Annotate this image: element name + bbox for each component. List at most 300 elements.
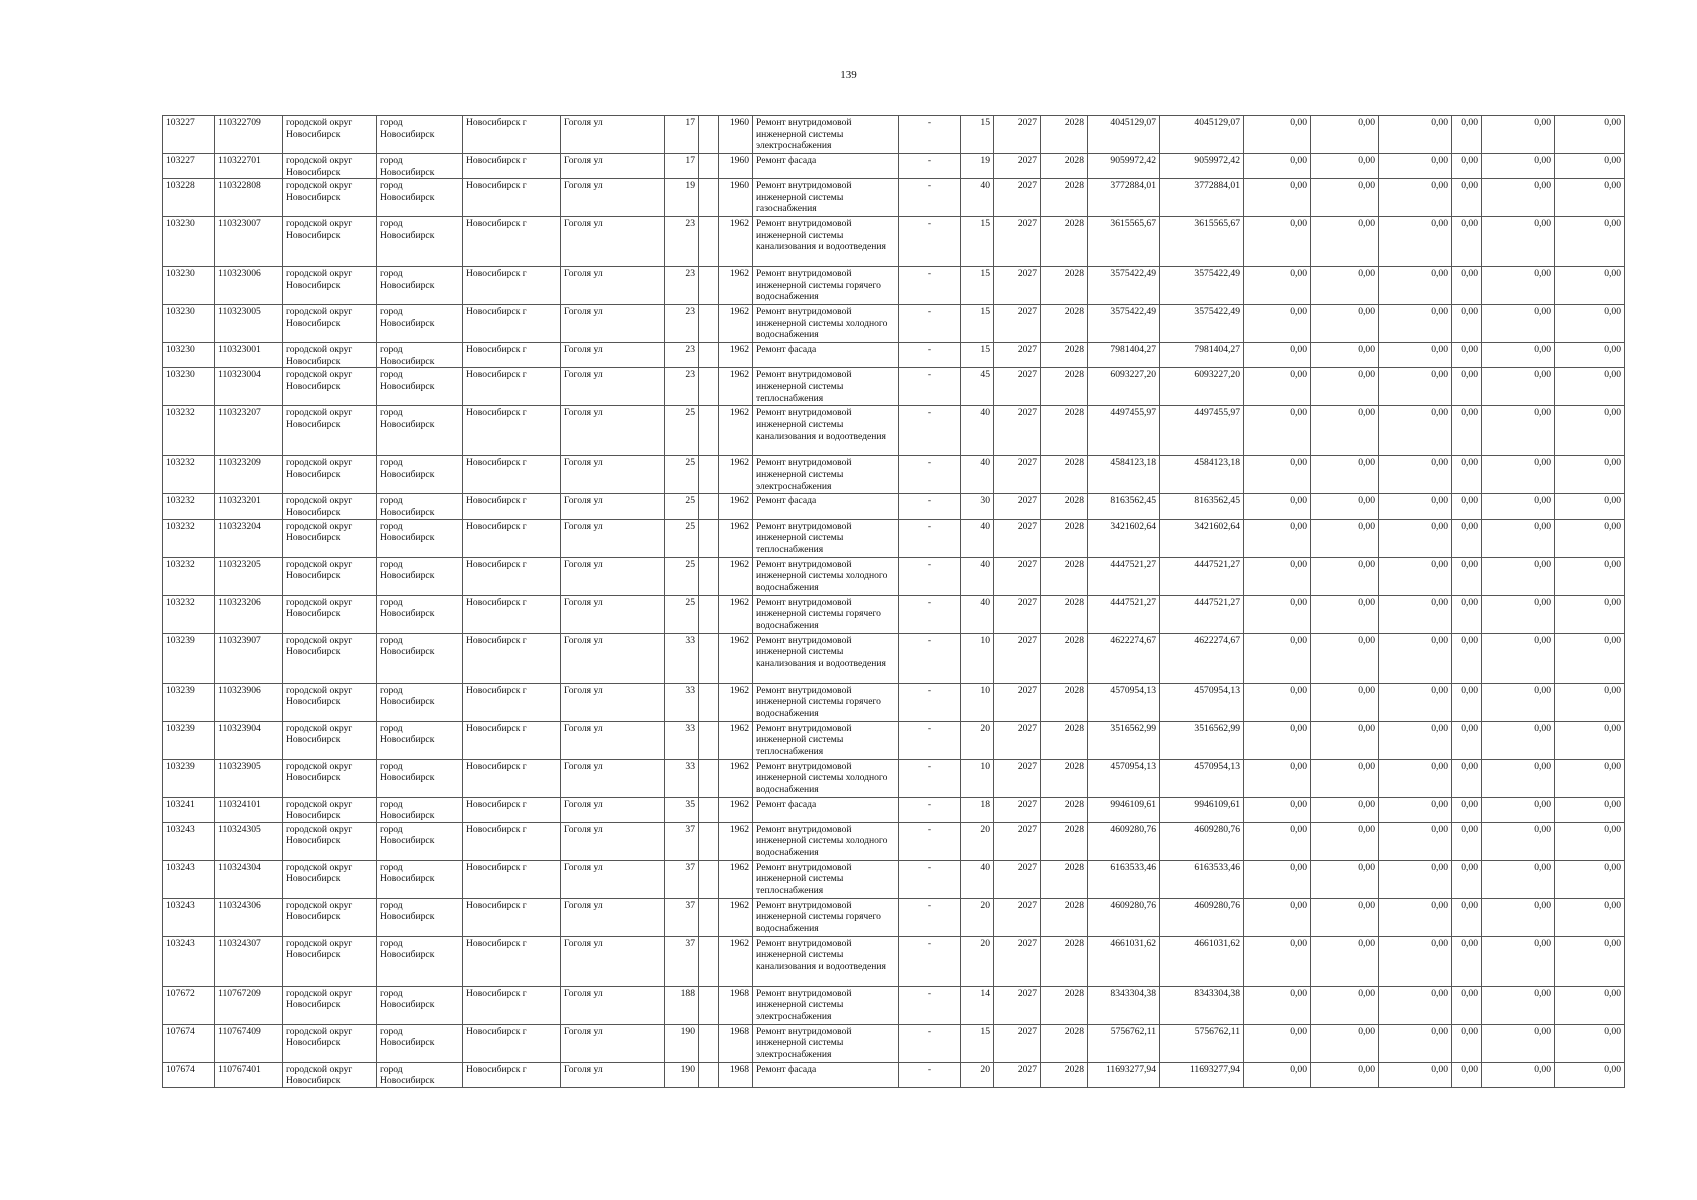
cell-cost-reserve: 0,00 [1555, 721, 1625, 759]
cell-locality: Новосибирск г [463, 368, 561, 406]
cell-total-cost: 3575422,49 [1088, 267, 1160, 305]
cell-municipality: городской округ Новосибирск [283, 797, 377, 822]
cell-cost-owners: 0,00 [1482, 305, 1555, 343]
cell-work-id: 110323905 [215, 759, 283, 797]
cell-work-type: Ремонт внутридомовой инженерной системы холодного водоснабжения [753, 822, 899, 860]
cell-cost-federal: 0,00 [1244, 683, 1311, 721]
cell-cost-other: 0,00 [1452, 267, 1482, 305]
cell-house-number: 23 [665, 343, 699, 368]
cell-work-id: 110323201 [215, 494, 283, 519]
cell-wear-percent: 20 [961, 936, 994, 986]
cell-house-id: 103243 [163, 898, 215, 936]
cell-street: Гоголя ул [561, 633, 665, 683]
cell-street: Гоголя ул [561, 368, 665, 406]
cell-work-type: Ремонт внутридомовой инженерной системы теплоснабжения [753, 368, 899, 406]
cell-house-id: 103230 [163, 368, 215, 406]
cell-plan-end-year: 2028 [1041, 305, 1088, 343]
cell-cost-reserve: 0,00 [1555, 797, 1625, 822]
cell-build-year: 1962 [719, 267, 753, 305]
cell-work-id: 110323907 [215, 633, 283, 683]
cell-street: Гоголя ул [561, 1024, 665, 1062]
cell-cost-other: 0,00 [1452, 1062, 1482, 1087]
cell-cost-reserve: 0,00 [1555, 860, 1625, 898]
cell-cost-owners: 0,00 [1482, 557, 1555, 595]
cell-building [699, 456, 719, 494]
cell-build-year: 1962 [719, 406, 753, 456]
cell-plan-end-year: 2028 [1041, 154, 1088, 179]
table-body [163, 116, 1625, 1088]
cell-cost-reserve: 0,00 [1555, 217, 1625, 267]
cell-locality: Новосибирск г [463, 116, 561, 154]
table-row [163, 343, 1625, 368]
cell-municipality: городской округ Новосибирск [283, 721, 377, 759]
cell-municipality: городской округ Новосибирск [283, 683, 377, 721]
cell-build-year: 1962 [719, 217, 753, 267]
cell-building [699, 1062, 719, 1087]
cell-build-year: 1960 [719, 116, 753, 154]
cell-cost-local: 0,00 [1379, 1024, 1452, 1062]
cell-settlement: город Новосибирск [377, 343, 463, 368]
cell-indicator: - [899, 557, 961, 595]
table-row [163, 986, 1625, 1024]
cell-indicator: - [899, 986, 961, 1024]
table-row [163, 456, 1625, 494]
cell-total-cost: 8163562,45 [1088, 494, 1160, 519]
cell-build-year: 1962 [719, 494, 753, 519]
cell-cost-regional: 0,00 [1311, 721, 1379, 759]
cell-cost-total-2: 4570954,13 [1160, 759, 1244, 797]
cell-cost-reserve: 0,00 [1555, 822, 1625, 860]
cell-cost-regional: 0,00 [1311, 898, 1379, 936]
cell-cost-total-2: 3575422,49 [1160, 267, 1244, 305]
cell-indicator: - [899, 116, 961, 154]
cell-work-id: 110767409 [215, 1024, 283, 1062]
cell-indicator: - [899, 519, 961, 557]
cell-cost-federal: 0,00 [1244, 179, 1311, 217]
cell-plan-end-year: 2028 [1041, 494, 1088, 519]
cell-work-type: Ремонт фасада [753, 797, 899, 822]
cell-work-type: Ремонт внутридомовой инженерной системы канализования и водоотведения [753, 936, 899, 986]
cell-cost-federal: 0,00 [1244, 494, 1311, 519]
cell-wear-percent: 20 [961, 721, 994, 759]
cell-building [699, 898, 719, 936]
cell-municipality: городской округ Новосибирск [283, 343, 377, 368]
cell-work-id: 110323204 [215, 519, 283, 557]
cell-cost-reserve: 0,00 [1555, 1024, 1625, 1062]
cell-settlement: город Новосибирск [377, 1062, 463, 1087]
cell-locality: Новосибирск г [463, 721, 561, 759]
cell-plan-end-year: 2028 [1041, 179, 1088, 217]
cell-cost-reserve: 0,00 [1555, 519, 1625, 557]
cell-cost-owners: 0,00 [1482, 217, 1555, 267]
cell-plan-end-year: 2028 [1041, 986, 1088, 1024]
cell-work-id: 110767401 [215, 1062, 283, 1087]
cell-total-cost: 8343304,38 [1088, 986, 1160, 1024]
cell-cost-total-2: 4045129,07 [1160, 116, 1244, 154]
cell-total-cost: 4609280,76 [1088, 822, 1160, 860]
cell-work-type: Ремонт внутридомовой инженерной системы электроснабжения [753, 1024, 899, 1062]
cell-house-id: 103239 [163, 759, 215, 797]
cell-building [699, 822, 719, 860]
cell-work-id: 110323007 [215, 217, 283, 267]
cell-municipality: городской округ Новосибирск [283, 1024, 377, 1062]
cell-house-id: 103239 [163, 683, 215, 721]
cell-house-number: 19 [665, 179, 699, 217]
cell-settlement: город Новосибирск [377, 936, 463, 986]
cell-locality: Новосибирск г [463, 406, 561, 456]
cell-house-number: 190 [665, 1062, 699, 1087]
cell-house-number: 25 [665, 519, 699, 557]
cell-plan-start-year: 2027 [994, 305, 1041, 343]
cell-cost-federal: 0,00 [1244, 898, 1311, 936]
cell-build-year: 1962 [719, 822, 753, 860]
cell-building [699, 721, 719, 759]
cell-cost-owners: 0,00 [1482, 179, 1555, 217]
cell-locality: Новосибирск г [463, 759, 561, 797]
cell-house-number: 25 [665, 456, 699, 494]
cell-work-type: Ремонт внутридомовой инженерной системы теплоснабжения [753, 721, 899, 759]
cell-cost-reserve: 0,00 [1555, 633, 1625, 683]
cell-cost-other: 0,00 [1452, 633, 1482, 683]
cell-cost-other: 0,00 [1452, 595, 1482, 633]
cell-house-number: 33 [665, 759, 699, 797]
cell-indicator: - [899, 822, 961, 860]
cell-cost-other: 0,00 [1452, 860, 1482, 898]
cell-municipality: городской округ Новосибирск [283, 936, 377, 986]
cell-cost-regional: 0,00 [1311, 557, 1379, 595]
cell-plan-end-year: 2028 [1041, 595, 1088, 633]
cell-cost-reserve: 0,00 [1555, 368, 1625, 406]
cell-plan-end-year: 2028 [1041, 1024, 1088, 1062]
cell-plan-start-year: 2027 [994, 1024, 1041, 1062]
cell-indicator: - [899, 368, 961, 406]
cell-locality: Новосибирск г [463, 986, 561, 1024]
cell-municipality: городской округ Новосибирск [283, 179, 377, 217]
cell-total-cost: 4570954,13 [1088, 683, 1160, 721]
cell-work-id: 110324306 [215, 898, 283, 936]
cell-cost-owners: 0,00 [1482, 343, 1555, 368]
cell-street: Гоголя ул [561, 519, 665, 557]
cell-building [699, 267, 719, 305]
cell-building [699, 519, 719, 557]
cell-indicator: - [899, 406, 961, 456]
cell-cost-local: 0,00 [1379, 759, 1452, 797]
cell-wear-percent: 15 [961, 305, 994, 343]
cell-wear-percent: 15 [961, 116, 994, 154]
cell-work-id: 110323206 [215, 595, 283, 633]
cell-work-type: Ремонт внутридомовой инженерной системы электроснабжения [753, 116, 899, 154]
cell-cost-owners: 0,00 [1482, 721, 1555, 759]
cell-cost-owners: 0,00 [1482, 860, 1555, 898]
cell-house-id: 103239 [163, 721, 215, 759]
cell-cost-federal: 0,00 [1244, 305, 1311, 343]
cell-cost-owners: 0,00 [1482, 494, 1555, 519]
cell-cost-owners: 0,00 [1482, 595, 1555, 633]
cell-cost-regional: 0,00 [1311, 759, 1379, 797]
cell-total-cost: 3772884,01 [1088, 179, 1160, 217]
cell-cost-owners: 0,00 [1482, 797, 1555, 822]
cell-house-number: 17 [665, 116, 699, 154]
cell-cost-federal: 0,00 [1244, 721, 1311, 759]
cell-cost-federal: 0,00 [1244, 797, 1311, 822]
cell-plan-end-year: 2028 [1041, 406, 1088, 456]
cell-plan-start-year: 2027 [994, 406, 1041, 456]
cell-cost-owners: 0,00 [1482, 116, 1555, 154]
cell-work-id: 110322808 [215, 179, 283, 217]
cell-cost-local: 0,00 [1379, 1062, 1452, 1087]
cell-cost-owners: 0,00 [1482, 759, 1555, 797]
cell-municipality: городской округ Новосибирск [283, 368, 377, 406]
cell-cost-owners: 0,00 [1482, 822, 1555, 860]
cell-cost-federal: 0,00 [1244, 759, 1311, 797]
cell-cost-other: 0,00 [1452, 936, 1482, 986]
cell-municipality: городской округ Новосибирск [283, 154, 377, 179]
cell-cost-regional: 0,00 [1311, 633, 1379, 683]
cell-building [699, 633, 719, 683]
cell-municipality: городской округ Новосибирск [283, 456, 377, 494]
cell-work-type: Ремонт фасада [753, 494, 899, 519]
cell-build-year: 1962 [719, 456, 753, 494]
cell-cost-local: 0,00 [1379, 519, 1452, 557]
cell-street: Гоголя ул [561, 1062, 665, 1087]
cell-house-number: 33 [665, 633, 699, 683]
cell-build-year: 1962 [719, 519, 753, 557]
cell-street: Гоголя ул [561, 154, 665, 179]
cell-plan-end-year: 2028 [1041, 860, 1088, 898]
cell-cost-owners: 0,00 [1482, 1024, 1555, 1062]
cell-cost-total-2: 4584123,18 [1160, 456, 1244, 494]
table-row [163, 519, 1625, 557]
cell-locality: Новосибирск г [463, 343, 561, 368]
cell-settlement: город Новосибирск [377, 1024, 463, 1062]
cell-total-cost: 6163533,46 [1088, 860, 1160, 898]
cell-house-id: 103230 [163, 217, 215, 267]
cell-locality: Новосибирск г [463, 936, 561, 986]
cell-wear-percent: 20 [961, 1062, 994, 1087]
cell-cost-total-2: 3516562,99 [1160, 721, 1244, 759]
cell-locality: Новосибирск г [463, 595, 561, 633]
cell-cost-reserve: 0,00 [1555, 456, 1625, 494]
cell-plan-start-year: 2027 [994, 368, 1041, 406]
cell-house-number: 23 [665, 368, 699, 406]
cell-settlement: город Новосибирск [377, 217, 463, 267]
cell-street: Гоголя ул [561, 456, 665, 494]
cell-street: Гоголя ул [561, 797, 665, 822]
cell-cost-local: 0,00 [1379, 860, 1452, 898]
cell-work-id: 110324307 [215, 936, 283, 986]
cell-cost-local: 0,00 [1379, 456, 1452, 494]
cell-cost-regional: 0,00 [1311, 406, 1379, 456]
cell-house-id: 103228 [163, 179, 215, 217]
cell-house-number: 23 [665, 305, 699, 343]
cell-plan-start-year: 2027 [994, 759, 1041, 797]
cell-cost-local: 0,00 [1379, 343, 1452, 368]
cell-building [699, 557, 719, 595]
cell-locality: Новосибирск г [463, 494, 561, 519]
cell-build-year: 1962 [719, 936, 753, 986]
cell-work-type: Ремонт внутридомовой инженерной системы горячего водоснабжения [753, 898, 899, 936]
table-row [163, 822, 1625, 860]
cell-settlement: город Новосибирск [377, 406, 463, 456]
cell-indicator: - [899, 1024, 961, 1062]
cell-cost-total-2: 11693277,94 [1160, 1062, 1244, 1087]
cell-plan-start-year: 2027 [994, 860, 1041, 898]
cell-house-number: 37 [665, 898, 699, 936]
cell-settlement: город Новосибирск [377, 519, 463, 557]
cell-municipality: городской округ Новосибирск [283, 898, 377, 936]
table-row [163, 1062, 1625, 1087]
cell-plan-end-year: 2028 [1041, 343, 1088, 368]
cell-plan-end-year: 2028 [1041, 267, 1088, 305]
cell-work-id: 110322709 [215, 116, 283, 154]
cell-total-cost: 4584123,18 [1088, 456, 1160, 494]
table-row [163, 154, 1625, 179]
cell-work-id: 110323001 [215, 343, 283, 368]
cell-work-id: 110323209 [215, 456, 283, 494]
cell-street: Гоголя ул [561, 683, 665, 721]
cell-cost-total-2: 4609280,76 [1160, 822, 1244, 860]
cell-cost-local: 0,00 [1379, 267, 1452, 305]
cell-cost-owners: 0,00 [1482, 683, 1555, 721]
cell-cost-total-2: 4447521,27 [1160, 595, 1244, 633]
cell-municipality: городской округ Новосибирск [283, 116, 377, 154]
cell-house-id: 103227 [163, 154, 215, 179]
cell-cost-federal: 0,00 [1244, 633, 1311, 683]
cell-cost-local: 0,00 [1379, 898, 1452, 936]
cell-cost-reserve: 0,00 [1555, 406, 1625, 456]
cell-cost-other: 0,00 [1452, 519, 1482, 557]
cell-settlement: город Новосибирск [377, 456, 463, 494]
cell-cost-federal: 0,00 [1244, 1062, 1311, 1087]
cell-cost-total-2: 3575422,49 [1160, 305, 1244, 343]
cell-house-id: 103239 [163, 633, 215, 683]
cell-cost-local: 0,00 [1379, 822, 1452, 860]
cell-plan-end-year: 2028 [1041, 822, 1088, 860]
cell-build-year: 1960 [719, 179, 753, 217]
cell-cost-other: 0,00 [1452, 683, 1482, 721]
cell-plan-end-year: 2028 [1041, 456, 1088, 494]
cell-house-id: 103230 [163, 343, 215, 368]
cell-cost-federal: 0,00 [1244, 936, 1311, 986]
cell-plan-start-year: 2027 [994, 822, 1041, 860]
table-row [163, 595, 1625, 633]
cell-plan-start-year: 2027 [994, 595, 1041, 633]
cell-settlement: город Новосибирск [377, 368, 463, 406]
cell-wear-percent: 40 [961, 860, 994, 898]
cell-work-type: Ремонт внутридомовой инженерной системы электроснабжения [753, 456, 899, 494]
cell-settlement: город Новосибирск [377, 494, 463, 519]
cell-cost-local: 0,00 [1379, 368, 1452, 406]
cell-plan-start-year: 2027 [994, 721, 1041, 759]
cell-municipality: городской округ Новосибирск [283, 986, 377, 1024]
cell-total-cost: 9059972,42 [1088, 154, 1160, 179]
cell-plan-start-year: 2027 [994, 456, 1041, 494]
cell-work-type: Ремонт внутридомовой инженерной системы холодного водоснабжения [753, 759, 899, 797]
cell-indicator: - [899, 267, 961, 305]
cell-indicator: - [899, 759, 961, 797]
cell-wear-percent: 15 [961, 343, 994, 368]
cell-cost-local: 0,00 [1379, 154, 1452, 179]
cell-settlement: город Новосибирск [377, 759, 463, 797]
cell-cost-regional: 0,00 [1311, 683, 1379, 721]
cell-cost-regional: 0,00 [1311, 860, 1379, 898]
cell-cost-owners: 0,00 [1482, 633, 1555, 683]
cell-plan-end-year: 2028 [1041, 116, 1088, 154]
cell-total-cost: 6093227,20 [1088, 368, 1160, 406]
cell-cost-local: 0,00 [1379, 633, 1452, 683]
cell-locality: Новосибирск г [463, 1062, 561, 1087]
cell-work-type: Ремонт внутридомовой инженерной системы холодного водоснабжения [753, 557, 899, 595]
cell-cost-total-2: 6163533,46 [1160, 860, 1244, 898]
cell-indicator: - [899, 721, 961, 759]
cell-locality: Новосибирск г [463, 860, 561, 898]
cell-house-id: 103232 [163, 406, 215, 456]
cell-cost-other: 0,00 [1452, 217, 1482, 267]
cell-plan-start-year: 2027 [994, 267, 1041, 305]
cell-cost-total-2: 3772884,01 [1160, 179, 1244, 217]
cell-cost-owners: 0,00 [1482, 986, 1555, 1024]
cell-build-year: 1962 [719, 343, 753, 368]
cell-cost-reserve: 0,00 [1555, 683, 1625, 721]
cell-cost-other: 0,00 [1452, 343, 1482, 368]
cell-plan-start-year: 2027 [994, 494, 1041, 519]
cell-cost-total-2: 4447521,27 [1160, 557, 1244, 595]
cell-total-cost: 3575422,49 [1088, 305, 1160, 343]
cell-cost-owners: 0,00 [1482, 368, 1555, 406]
cell-total-cost: 4447521,27 [1088, 595, 1160, 633]
cell-work-id: 110323006 [215, 267, 283, 305]
cell-cost-total-2: 5756762,11 [1160, 1024, 1244, 1062]
cell-settlement: город Новосибирск [377, 595, 463, 633]
cell-plan-end-year: 2028 [1041, 1062, 1088, 1087]
cell-house-number: 37 [665, 860, 699, 898]
cell-house-id: 103232 [163, 557, 215, 595]
cell-cost-local: 0,00 [1379, 721, 1452, 759]
page-number: 139 [840, 69, 857, 81]
cell-cost-reserve: 0,00 [1555, 116, 1625, 154]
cell-cost-owners: 0,00 [1482, 1062, 1555, 1087]
cell-building [699, 986, 719, 1024]
cell-work-type: Ремонт внутридомовой инженерной системы горячего водоснабжения [753, 683, 899, 721]
cell-cost-other: 0,00 [1452, 822, 1482, 860]
cell-cost-regional: 0,00 [1311, 179, 1379, 217]
cell-plan-end-year: 2028 [1041, 759, 1088, 797]
cell-municipality: городской округ Новосибирск [283, 406, 377, 456]
cell-cost-owners: 0,00 [1482, 456, 1555, 494]
cell-building [699, 368, 719, 406]
cell-settlement: город Новосибирск [377, 721, 463, 759]
cell-cost-total-2: 8343304,38 [1160, 986, 1244, 1024]
cell-house-id: 103243 [163, 860, 215, 898]
cell-settlement: город Новосибирск [377, 898, 463, 936]
cell-total-cost: 4661031,62 [1088, 936, 1160, 986]
cell-house-id: 107674 [163, 1062, 215, 1087]
cell-settlement: город Новосибирск [377, 154, 463, 179]
cell-work-type: Ремонт фасада [753, 343, 899, 368]
cell-work-type: Ремонт внутридомовой инженерной системы горячего водоснабжения [753, 595, 899, 633]
cell-cost-reserve: 0,00 [1555, 305, 1625, 343]
cell-build-year: 1960 [719, 154, 753, 179]
cell-work-id: 110323207 [215, 406, 283, 456]
cell-wear-percent: 40 [961, 456, 994, 494]
cell-cost-regional: 0,00 [1311, 456, 1379, 494]
cell-house-number: 33 [665, 721, 699, 759]
cell-settlement: город Новосибирск [377, 116, 463, 154]
cell-wear-percent: 20 [961, 898, 994, 936]
cell-street: Гоголя ул [561, 343, 665, 368]
table-row [163, 267, 1625, 305]
cell-house-id: 103243 [163, 822, 215, 860]
